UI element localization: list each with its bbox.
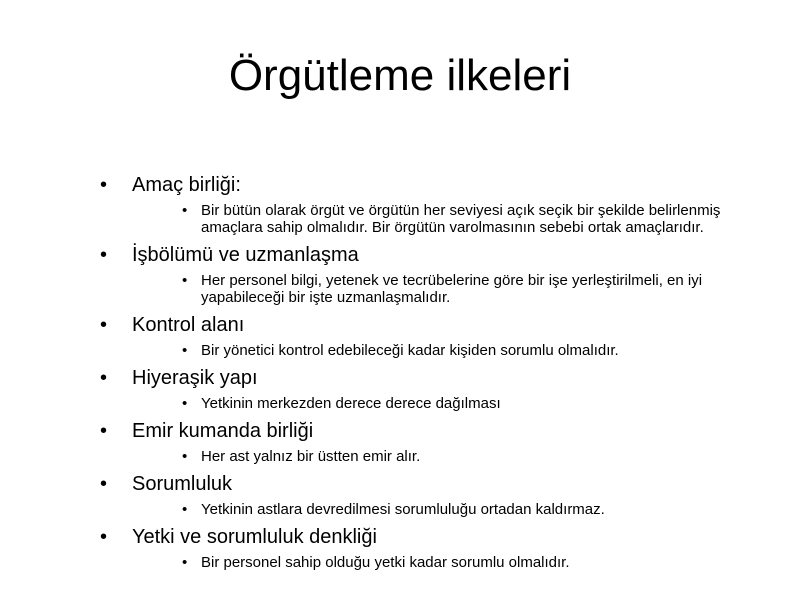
- list-item-detail: [0, 342, 800, 359]
- list-item-heading: Sorumluluk: [132, 473, 233, 495]
- list-item-detail-text: Her ast yalnız bir üstten emir alır.: [201, 448, 421, 465]
- list-item-heading: Hiyeraşik yapı: [132, 367, 258, 389]
- list-item-heading: Amaç birliği:: [132, 174, 241, 196]
- bullet-icon: •: [100, 314, 108, 336]
- list-item-detail-text: Her personel bilgi, yetenek ve tecrübelerine göre bir işe yerleştirilmeli, en iyi yapabileceği bir işte uzmanlaşmalıdır.: [201, 272, 703, 306]
- slide-title: Örgütleme ilkeleri: [228, 51, 572, 100]
- list-item-detail-text: Yetkinin astlara devredilmesi sorumluluğu ortadan kaldırmaz.: [201, 501, 605, 518]
- bullet-icon: •: [100, 367, 108, 389]
- sub-bullet-icon: •: [182, 272, 188, 289]
- sub-bullet-icon: •: [182, 202, 188, 219]
- list-item: [0, 419, 800, 443]
- list-item-detail-text: Bir yönetici kontrol edebileceği kadar kişiden sorumlu olmalıdır.: [201, 342, 619, 359]
- list-item-detail: [0, 395, 800, 412]
- sub-bullet-icon: •: [182, 448, 188, 465]
- list-item-detail-text: Bir bütün olarak örgüt ve örgütün her seviyesi açık seçik bir şekilde belirlenmiş amaçlara sahip olmalıdır. Bir örgütün varolmasının sebebi ortak amaçlarıdır.: [201, 202, 721, 236]
- bullet-icon: •: [100, 473, 108, 495]
- list-item-detail-text: Bir personel sahip olduğu yetki kadar sorumlu olmalıdır.: [201, 554, 570, 571]
- list-item-detail-text: Yetkinin merkezden derece derece dağılması: [201, 395, 501, 412]
- list-item: [0, 472, 800, 496]
- list-item: [0, 313, 800, 337]
- bullet-icon: •: [100, 174, 108, 196]
- list-item: [0, 243, 800, 267]
- list-item-detail: [0, 272, 800, 306]
- list-item-detail: [0, 202, 800, 236]
- list-item-heading: Kontrol alanı: [132, 314, 245, 336]
- list-item-detail: [0, 448, 800, 465]
- list-item-heading: Yetki ve sorumluluk denkliği: [132, 526, 377, 548]
- list-item-heading: İşbölümü ve uzmanlaşma: [132, 244, 359, 266]
- list-item: [0, 525, 800, 549]
- bullet-icon: •: [100, 526, 108, 548]
- list-item: [0, 173, 800, 197]
- sub-bullet-icon: •: [182, 501, 188, 518]
- list-item: [0, 366, 800, 390]
- list-item-heading: Emir kumanda birliği: [132, 420, 314, 442]
- list-item-detail: [0, 501, 800, 518]
- sub-bullet-icon: •: [182, 395, 188, 412]
- sub-bullet-icon: •: [182, 342, 188, 359]
- bullet-list: [0, 173, 800, 571]
- list-item-detail: [0, 554, 800, 571]
- bullet-icon: •: [100, 244, 108, 266]
- bullet-icon: •: [100, 420, 108, 442]
- sub-bullet-icon: •: [182, 554, 188, 571]
